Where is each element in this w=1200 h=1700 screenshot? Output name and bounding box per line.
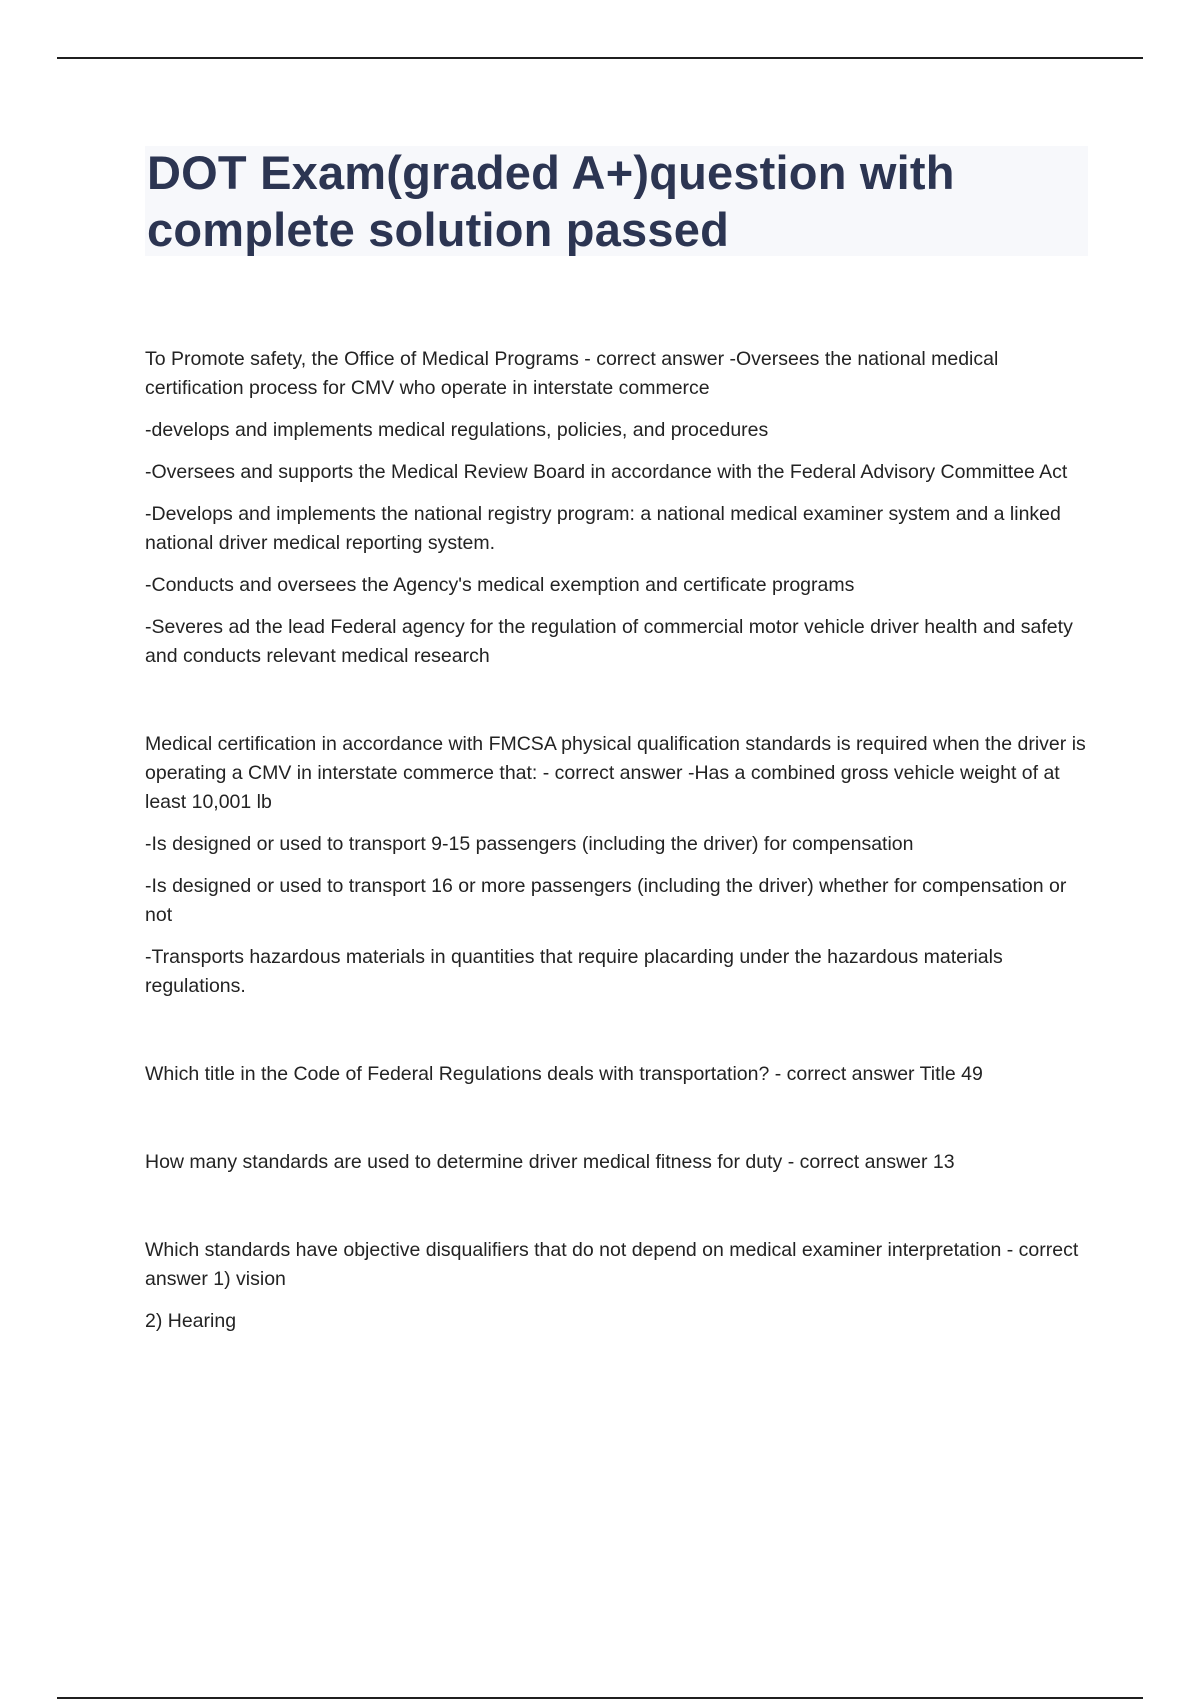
qa-paragraph: -Develops and implements the national registry program: a national medical examiner system and a linked national driver medical reporting system. [145, 503, 1061, 554]
qa-paragraph: -Is designed or used to transport 9-15 passengers (including the driver) for compensation [145, 833, 914, 855]
qa-entry-2 [145, 730, 1095, 1001]
qa-paragraph: Which standards have objective disqualifiers that do not depend on medical examiner interpretation - correct answer 1) vision [145, 1239, 1079, 1290]
page-title: DOT Exam(graded A+)question with complete solution passed [147, 146, 955, 256]
qa-paragraph: -develops and implements medical regulations, policies, and procedures [145, 419, 769, 441]
qa-paragraph: Which title in the Code of Federal Regulations deals with transportation? - correct answer Title 49 [145, 1063, 983, 1085]
qa-paragraph: -Oversees and supports the Medical Review Board in accordance with the Federal Advisory Committee Act [145, 461, 1068, 483]
qa-entry-4 [145, 1148, 1095, 1177]
qa-entry-1 [145, 345, 1095, 671]
qa-paragraph: -Severes ad the lead Federal agency for the regulation of commercial motor vehicle driver health and safety and conducts relevant medical research [145, 616, 1073, 667]
entry-spacer [145, 684, 1095, 730]
entry-spacer [145, 1014, 1095, 1060]
entry-spacer [145, 1102, 1095, 1148]
top-rule [57, 57, 1143, 59]
qa-paragraph: -Conducts and oversees the Agency's medical exemption and certificate programs [145, 574, 855, 596]
qa-paragraph: How many standards are used to determine driver medical fitness for duty - correct answer 13 [145, 1151, 955, 1173]
qa-paragraph: -Is designed or used to transport 16 or more passengers (including the driver) whether for compensation or not [145, 875, 1067, 926]
qa-entry-3 [145, 1060, 1095, 1089]
qa-paragraph: To Promote safety, the Office of Medical Programs - correct answer -Oversees the national medical certification process for CMV who operate in interstate commerce [145, 348, 999, 399]
qa-content [145, 345, 1095, 1349]
qa-entry-5 [145, 1236, 1095, 1336]
title-banner [145, 146, 1088, 256]
qa-paragraph: Medical certification in accordance with FMCSA physical qualification standards is required when the driver is operating a CMV in interstate commerce that: - correct answer -Has a combined gross vehicle weight of at least 10,001 lb [145, 733, 1086, 813]
bottom-rule [57, 1697, 1143, 1699]
qa-paragraph: 2) Hearing [145, 1310, 237, 1332]
qa-paragraph: -Transports hazardous materials in quantities that require placarding under the hazardous materials regulations. [145, 946, 1003, 997]
entry-spacer [145, 1190, 1095, 1236]
